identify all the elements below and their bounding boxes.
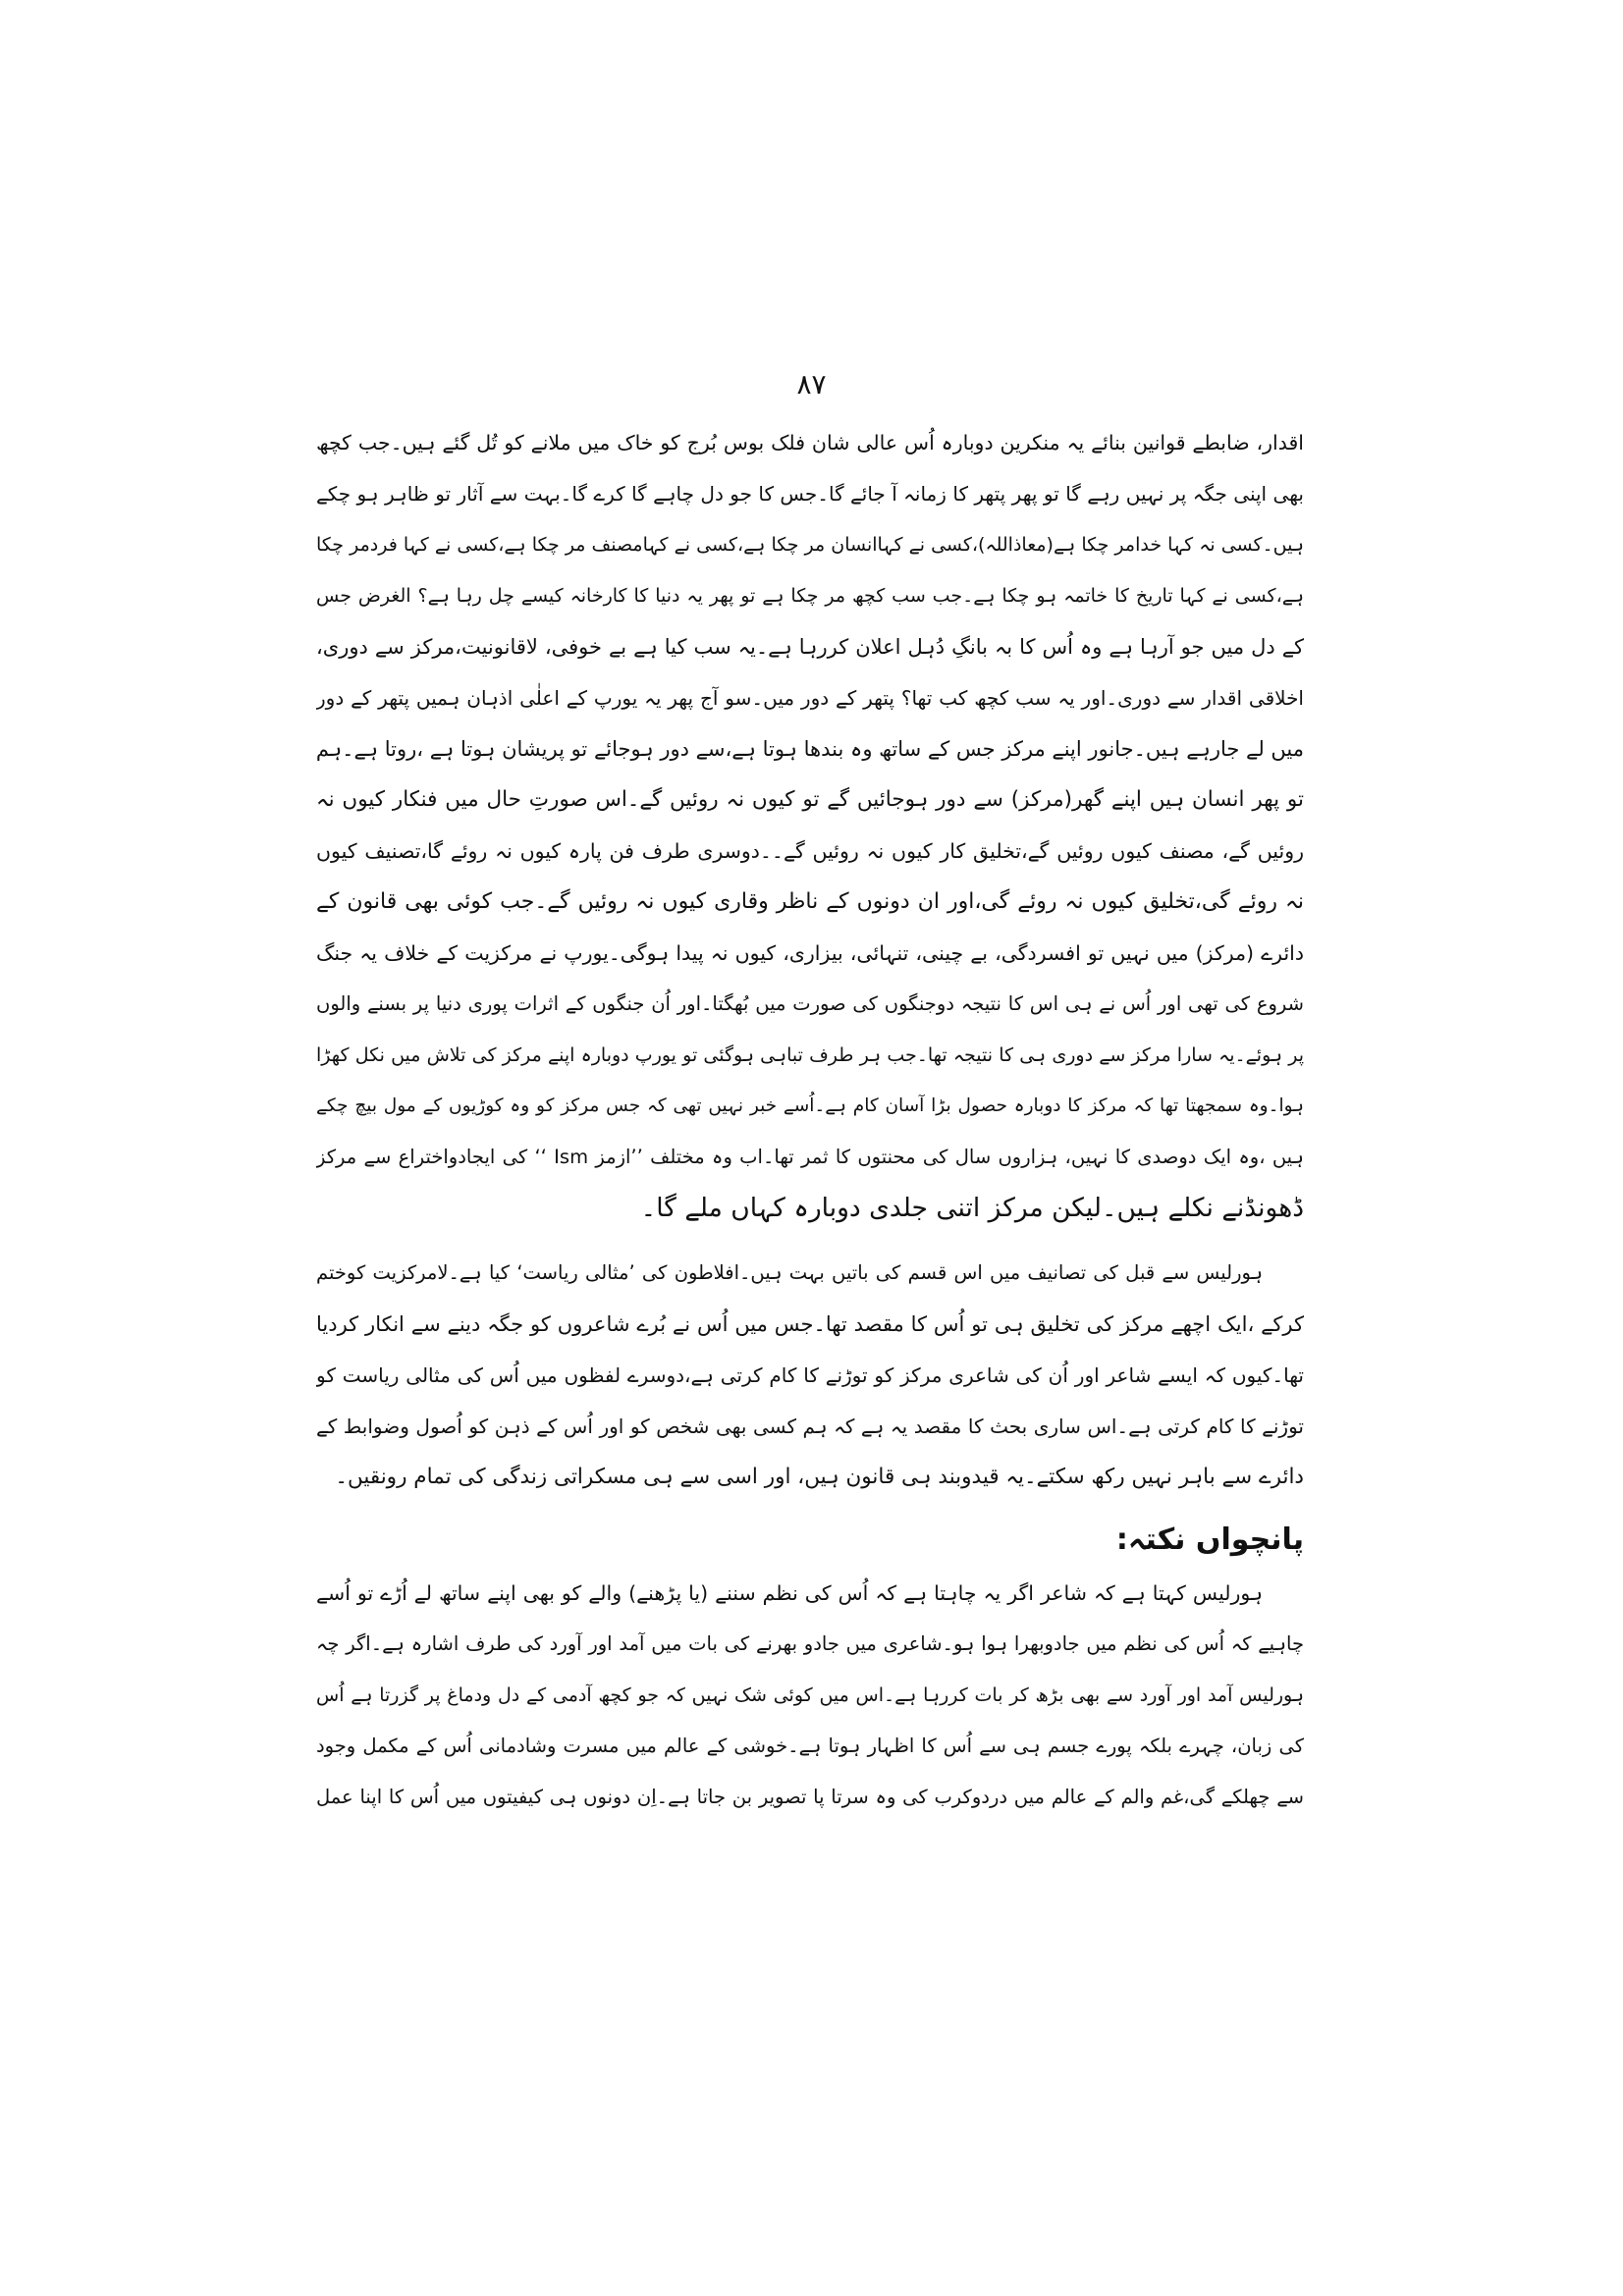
paragraph-line: کی زبان، چہرے بلکہ پورے جسم ہی سے اُس کا اظہار ہوتا ہے۔خوشی کے عالم میں مسرت وشادمانی اُس کے مکمل وجود (316, 1735, 1304, 1757)
paragraph-1 (316, 417, 1304, 1234)
text-column (316, 417, 1304, 1823)
paragraph-line: ہورلیس آمد اور آورد سے بھی بڑھ کر بات کررہا ہے۔اس میں کوئی شک نہیں کہ جو کچھ آدمی کے دل ودماغ پر گزرتا ہے اُس (316, 1684, 1304, 1706)
section-heading: پانچواں نکتہ: (1115, 1522, 1304, 1557)
paragraph-line: دائرے (مرکز) میں نہیں تو افسردگی، بے چینی، تنہائی، بیزاری، کیوں نہ پیدا ہوگی۔یورپ نے مرکزیت کے خلاف یہ جنگ (316, 941, 1304, 965)
paragraph-2 (316, 1248, 1304, 1503)
paragraph-line: شروع کی تھی اور اُس نے ہی اس کا نتیجہ دوجنگوں کی صورت میں بُھگتا۔اور اُن جنگوں کے اثرات پوری دنیا پر بسنے والوں (316, 992, 1304, 1015)
paragraph-line: کرکے ،ایک اچھے مرکز کی تخلیق ہی تو اُس کا مقصد تھا۔جس میں اُس نے بُرے شاعروں کو جگہ دینے سے انکار کردیا (316, 1312, 1304, 1336)
paragraph-line: پر ہوئے۔یہ سارا مرکز سے دوری ہی کا نتیجہ تھا۔جب ہر طرف تباہی ہوگئی تو یورپ دوبارہ اپنے مرکز کی تلاش میں نکل کھڑا (316, 1044, 1304, 1066)
paragraph-line: تھا۔کیوں کہ ایسے شاعر اور اُن کی شاعری مرکز کو توڑنے کا کام کرتی ہے،دوسرے لفظوں میں اُس کی مثالی ریاست کو (316, 1363, 1304, 1387)
paragraph-line: اخلاقی اقدار سے دوری۔اور یہ سب کچھ کب تھا؟ پتھر کے دور میں۔سو آج پھر یہ یورپ کے اعلٰی اذہان ہمیں پتھر کے دور (316, 686, 1304, 710)
paragraph-3 (316, 1568, 1304, 1823)
paragraph-line: میں لے جارہے ہیں۔جانور اپنے مرکز جس کے ساتھ وہ بندھا ہوتا ہے،سے دور ہوجائے تو پریشان ہوتا ہے ،روتا ہے۔ہم (316, 737, 1304, 761)
paragraph-line: نہ روئے گی،تخلیق کیوں نہ روئے گی،اور ان دونوں کے ناظر وقاری کیوں نہ روئیں گے۔جب کوئی بھی قانون کے (316, 889, 1304, 914)
paragraph-line: ڈھونڈنے نکلے ہیں۔لیکن مرکز اتنی جلدی دوبارہ کہاں ملے گا۔ (640, 1193, 1304, 1223)
paragraph-line: ہیں۔کسی نہ کہا خدامر چکا ہے(معاذاللہ)،کسی نے کہاانسان مر چکا ہے،کسی نے کہامصنف مر چکا ہے،کسی نے کہا فردمر چکا (316, 534, 1304, 556)
paragraph-line: ہورلیس سے قبل کی تصانیف میں اس قسم کی باتیں بہت ہیں۔افلاطون کی ’مثالی ریاست‘ کیا ہے۔لامرکزیت کوختم (316, 1261, 1263, 1284)
paragraph-line: چاہیے کہ اُس کی نظم میں جادوبھرا ہوا ہو۔شاعری میں جادو بھرنے کی بات میں آمد اور آورد کی طرف اشارہ ہے۔اگر چہ (316, 1632, 1304, 1655)
paragraph-line: ہوا۔وہ سمجھتا تھا کہ مرکز کا دوبارہ حصول بڑا آسان کام ہے۔اُسے خبر نہیں تھی کہ جس مرکز کو وہ کوڑیوں کے مول بیچ چکے (316, 1095, 1304, 1116)
paragraph-line: دائرے سے باہر نہیں رکھ سکتے۔یہ قیدوبند ہی قانون ہیں، اور اسی سے ہی مسکراتی زندگی کی تمام رونقیں۔ (335, 1465, 1304, 1489)
paragraph-line: ہے،کسی نے کہا تاریخ کا خاتمہ ہو چکا ہے۔جب سب کچھ مر چکا ہے تو پھر یہ دنیا کا کارخانہ کیسے چل رہا ہے؟ الغرض جس (316, 585, 1304, 607)
paragraph-line: اقدار، ضابطے قوانین بنائے یہ منکرین دوبارہ اُس عالی شان فلک بوس بُرج کو خاک میں ملانے کو تُل گئے ہیں۔جب کچھ (316, 431, 1304, 454)
paragraph-line: سے چھلکے گی،غم والم کے عالم میں دردوکرب کی وہ سرتا پا تصویر بن جاتا ہے۔اِن دونوں ہی کیفیتوں میں اُس کا اپنا عمل (316, 1786, 1304, 1808)
paragraph-line: روئیں گے، مصنف کیوں روئیں گے،تخلیق کار کیوں نہ روئیں گے۔۔دوسری طرف فن پارہ کیوں نہ روئے گا،تصنیف کیوں (316, 839, 1304, 863)
paragraph-line: بھی اپنی جگہ پر نہیں رہے گا تو پھر پتھر کا زمانہ آ جائے گا۔جس کا جو دل چاہے گا کرے گا۔بہت سے آثار تو ظاہر ہو چکے (316, 482, 1304, 506)
paragraph-line: ہورلیس کہتا ہے کہ شاعر اگر یہ چاہتا ہے کہ اُس کی نظم سننے (یا پڑھنے) والے کو بھی اپنے ساتھ لے اُڑے تو اُسے (316, 1581, 1263, 1605)
paragraph-line: ہیں ،وہ ایک دوصدی کا نہیں، ہزاروں سال کی محنتوں کا ثمر تھا۔اب وہ مختلف ’’ازمز Ism ‘‘ کی ایجادواختراع سے مرکز (316, 1146, 1304, 1168)
paragraph-line: کے دل میں جو آرہا ہے وہ اُس کا بہ بانگِ دُہل اعلان کررہا ہے۔یہ سب کیا ہے بے خوفی، لاقانونیت،مرکز سے دوری، (316, 635, 1304, 659)
paragraph-line: توڑنے کا کام کرتی ہے۔اس ساری بحث کا مقصد یہ ہے کہ ہم کسی بھی شخص کو اور اُس کے ذہن کو اُصول وضوابط کے (316, 1415, 1304, 1438)
page-number: ۸۷ (796, 368, 827, 400)
paragraph-line: تو پھر انسان ہیں اپنے گھر(مرکز) سے دور ہوجائیں گے تو کیوں نہ روئیں گے۔اس صورتِ حال میں فنکار کیوں نہ (316, 787, 1304, 812)
